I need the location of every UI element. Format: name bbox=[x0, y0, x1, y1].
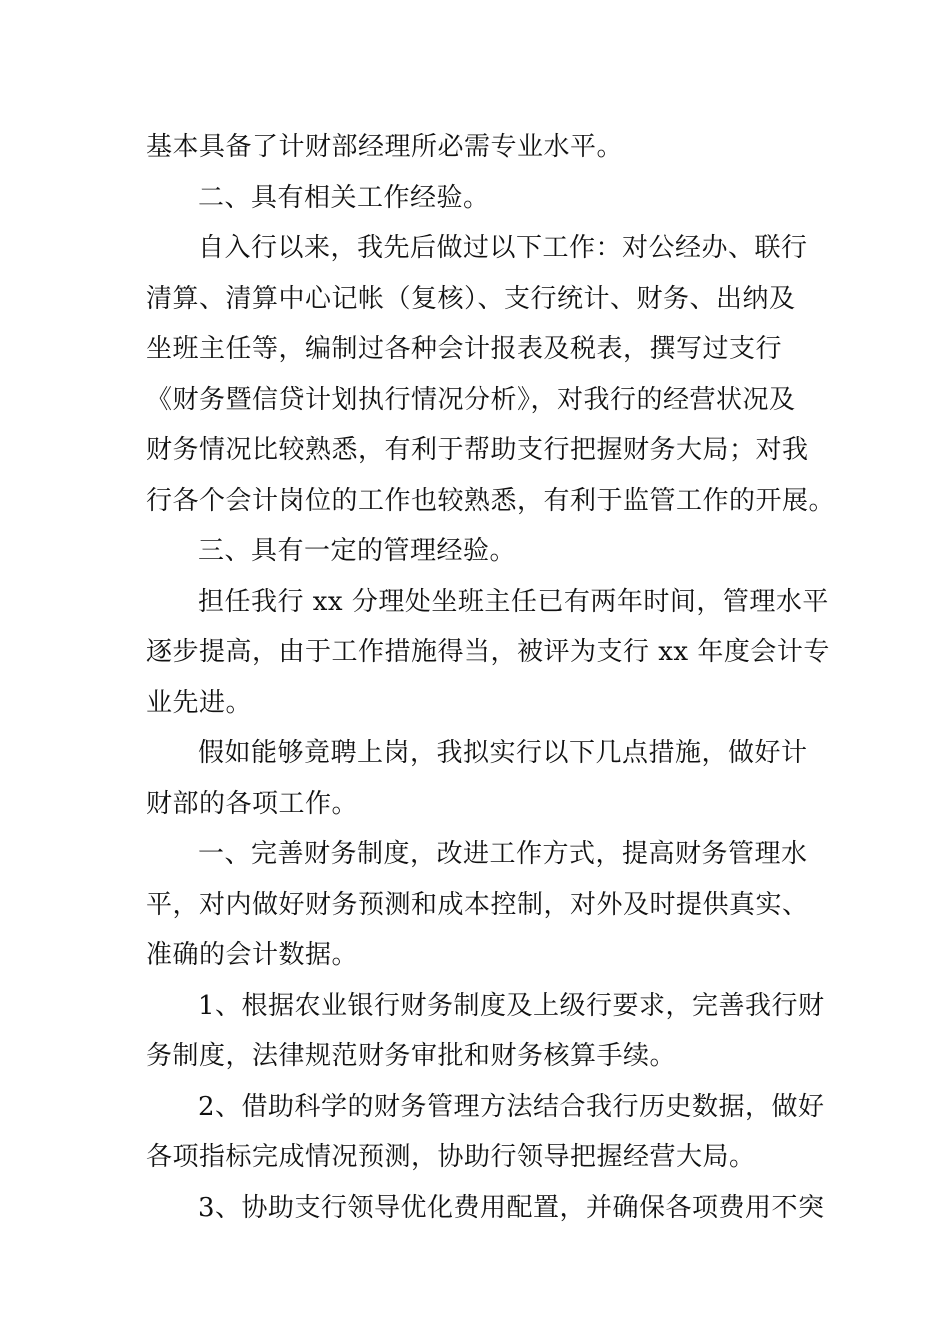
text-line-1: 基本具备了计财部经理所必需专业水平。 bbox=[146, 132, 624, 162]
text-line-20: 2、借助科学的财务管理方法结合我行历史数据，做好 bbox=[198, 1091, 825, 1122]
text-line-2: 二、具有相关工作经验。 bbox=[198, 182, 490, 213]
text-line-17: 准确的会计数据。 bbox=[146, 940, 359, 970]
text-line-15: 一、完善财务制度，改进工作方式，提高财务管理水 bbox=[198, 839, 808, 869]
text-line-11: 逐步提高，由于工作措施得当，被评为支行 xx 年度会计专 bbox=[146, 637, 830, 667]
text-line-13: 假如能够竟聘上岗，我拟实行以下几点措施，做好计 bbox=[198, 738, 808, 768]
text-line-6: 《财务暨信贷计划执行情况分析》，对我行的经营状况及 bbox=[146, 384, 796, 415]
text-line-16: 平，对内做好财务预测和成本控制，对外及时提供真实、 bbox=[146, 889, 809, 920]
text-line-19: 务制度，法律规范财务审批和财务核算手续。 bbox=[146, 1041, 677, 1071]
text-line-8: 行各个会计岗位的工作也较熟悉，有利于监管工作的开展。 bbox=[146, 485, 836, 516]
text-line-7: 财务情况比较熟悉，有利于帮助支行把握财务大局；对我 bbox=[146, 435, 809, 465]
text-line-5: 坐班主任等，编制过各种会计报表及税表，撰写过支行 bbox=[146, 334, 783, 364]
text-line-18: 1、根据农业银行财务制度及上级行要求，完善我行财 bbox=[198, 990, 825, 1021]
text-line-12: 业先进。 bbox=[146, 687, 253, 718]
document-body bbox=[146, 122, 836, 1233]
text-line-4: 清算、清算中心记帐（复核）、支行统计、财务、出纳及 bbox=[146, 283, 796, 314]
text-line-3: 自入行以来，我先后做过以下工作：对公经办、联行 bbox=[198, 233, 808, 263]
text-line-21: 各项指标完成情况预测，协助行领导把握经营大局。 bbox=[146, 1142, 756, 1172]
text-line-9: 三、具有一定的管理经验。 bbox=[198, 536, 517, 566]
text-line-22: 3、协助支行领导优化费用配置，并确保各项费用不突 bbox=[198, 1192, 825, 1223]
text-line-14: 财部的各项工作。 bbox=[146, 788, 359, 819]
text-line-10: 担任我行 xx 分理处坐班主任已有两年时间，管理水平 bbox=[198, 586, 829, 617]
